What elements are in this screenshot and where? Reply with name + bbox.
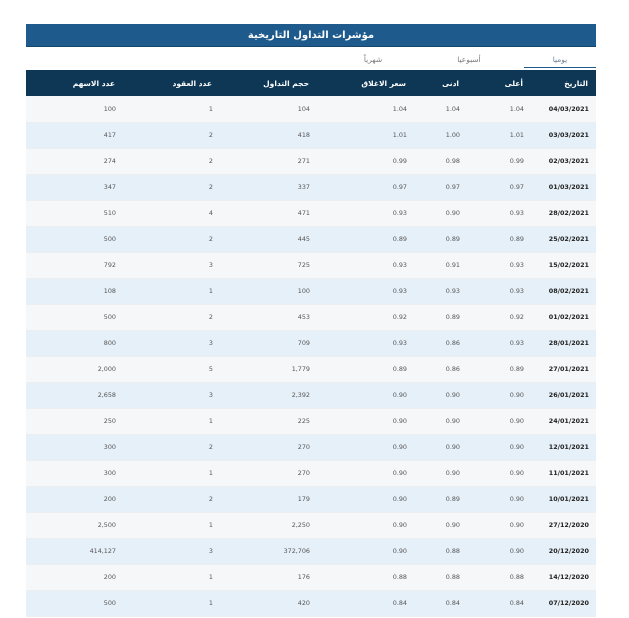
cell-low: 0.90: [445, 443, 460, 451]
table-row: [26, 460, 596, 486]
cell-date: 20/12/2020: [548, 547, 589, 555]
cell-low: 0.89: [445, 313, 460, 321]
cell-low: 0.98: [445, 157, 460, 165]
header-contracts: عدد العقود: [172, 78, 212, 88]
header-date: التاريخ: [564, 78, 588, 88]
cell-volume: 271: [297, 157, 310, 165]
cell-contracts: 3: [208, 261, 213, 269]
cell-date: 14/12/2020: [548, 573, 589, 581]
cell-high: 0.97: [509, 183, 524, 191]
cell-high: 0.90: [509, 547, 524, 555]
cell-date: 04/03/2021: [548, 104, 589, 113]
cell-shares: 800: [103, 339, 116, 347]
cell-volume: 725: [297, 261, 310, 269]
cell-contracts: 5: [208, 365, 213, 373]
cell-low: 0.84: [445, 599, 460, 607]
cell-date: 01/02/2021: [548, 313, 589, 321]
cell-high: 0.84: [509, 599, 524, 607]
tab-monthly[interactable]: شهرياً: [363, 55, 383, 64]
table-row: [26, 122, 596, 148]
table-row: [26, 330, 596, 356]
cell-contracts: 1: [208, 521, 213, 529]
table-row: [26, 538, 596, 564]
cell-contracts: 2: [208, 443, 213, 451]
cell-close: 0.99: [392, 157, 407, 165]
cell-volume: 420: [297, 599, 310, 607]
cell-shares: 500: [103, 599, 116, 607]
cell-contracts: 2: [208, 157, 213, 165]
table-row: [26, 148, 596, 174]
cell-contracts: 1: [208, 104, 213, 113]
table-row: [26, 226, 596, 252]
cell-close: 0.97: [392, 183, 407, 191]
cell-date: 11/01/2021: [548, 469, 589, 477]
trading-table: [26, 70, 596, 617]
cell-date: 27/01/2021: [548, 365, 589, 373]
cell-close: 0.93: [392, 209, 407, 217]
cell-high: 0.89: [509, 235, 524, 243]
tab-weekly[interactable]: أسبوعيا: [457, 55, 481, 64]
cell-date: 12/01/2021: [548, 443, 589, 451]
table-row: [26, 512, 596, 538]
header-high: أعلى: [504, 78, 523, 88]
table-row: [26, 356, 596, 382]
cell-shares: 300: [103, 443, 116, 451]
cell-high: 0.90: [509, 443, 524, 451]
cell-high: 0.89: [509, 365, 524, 373]
header-volume: حجم التداول: [263, 78, 309, 88]
cell-contracts: 3: [208, 547, 213, 555]
cell-shares: 274: [103, 157, 116, 165]
cell-close: 0.90: [392, 495, 407, 503]
cell-shares: 500: [103, 235, 116, 243]
cell-high: 0.88: [509, 573, 524, 581]
cell-volume: 270: [297, 443, 310, 451]
cell-contracts: 1: [208, 573, 213, 581]
cell-date: 15/02/2021: [548, 261, 589, 269]
cell-date: 02/03/2021: [548, 157, 589, 165]
table-row: [26, 278, 596, 304]
cell-high: 0.99: [509, 157, 524, 165]
cell-volume: 179: [297, 495, 310, 503]
table-row: [26, 590, 596, 616]
cell-high: 0.93: [509, 261, 524, 269]
cell-low: 0.89: [445, 235, 460, 243]
cell-close: 0.84: [392, 599, 407, 607]
cell-low: 0.93: [445, 287, 460, 295]
table-row: [26, 408, 596, 434]
cell-date: 28/01/2021: [548, 339, 589, 347]
cell-date: 07/12/2020: [548, 599, 589, 607]
cell-low: 0.90: [445, 521, 460, 529]
cell-low: 0.91: [445, 261, 460, 269]
cell-high: 0.93: [509, 209, 524, 217]
cell-shares: 417: [103, 131, 116, 139]
cell-date: 24/01/2021: [548, 417, 589, 425]
cell-high: 0.90: [509, 391, 524, 399]
table-row: [26, 96, 596, 122]
table-row: [26, 304, 596, 330]
historical-trading-panel: [26, 24, 596, 617]
cell-volume: 418: [297, 131, 310, 139]
cell-close: 1.04: [392, 104, 407, 113]
cell-date: 25/02/2021: [548, 235, 589, 243]
cell-shares: 108: [103, 287, 116, 295]
cell-volume: 453: [297, 313, 310, 321]
cell-shares: 414,127: [89, 547, 116, 555]
table-row: [26, 174, 596, 200]
cell-shares: 2,500: [97, 521, 116, 529]
table-row: [26, 564, 596, 590]
cell-date: 10/01/2021: [548, 495, 589, 503]
cell-low: 0.86: [445, 365, 460, 373]
tab-daily[interactable]: يوميا: [524, 52, 596, 68]
cell-volume: 471: [297, 209, 310, 217]
cell-close: 0.89: [392, 235, 407, 243]
cell-high: 0.90: [509, 495, 524, 503]
cell-low: 0.88: [445, 573, 460, 581]
cell-high: 1.01: [509, 131, 524, 139]
cell-low: 0.90: [445, 391, 460, 399]
table-header-row: [26, 70, 596, 96]
cell-date: 08/02/2021: [548, 287, 589, 295]
cell-volume: 100: [297, 287, 310, 295]
cell-high: 0.93: [509, 339, 524, 347]
cell-contracts: 2: [208, 131, 213, 139]
cell-contracts: 2: [208, 495, 213, 503]
cell-shares: 2,000: [97, 365, 116, 373]
cell-volume: 709: [297, 339, 310, 347]
cell-high: 0.90: [509, 417, 524, 425]
cell-volume: 445: [297, 235, 310, 243]
cell-low: 0.89: [445, 495, 460, 503]
cell-close: 0.90: [392, 443, 407, 451]
cell-volume: 1,779: [291, 365, 310, 373]
cell-date: 28/02/2021: [548, 209, 589, 217]
cell-high: 0.90: [509, 469, 524, 477]
table-row: [26, 252, 596, 278]
cell-contracts: 2: [208, 313, 213, 321]
cell-contracts: 1: [208, 287, 213, 295]
cell-close: 0.90: [392, 547, 407, 555]
cell-contracts: 2: [208, 183, 213, 191]
cell-contracts: 1: [208, 599, 213, 607]
period-tabs: [26, 52, 596, 70]
table-body: [26, 96, 596, 616]
cell-contracts: 3: [208, 391, 213, 399]
header-shares: عدد الاسهم: [72, 78, 115, 88]
cell-high: 0.92: [509, 313, 524, 321]
cell-date: 27/12/2020: [548, 521, 589, 529]
cell-shares: 500: [103, 313, 116, 321]
cell-volume: 104: [297, 104, 310, 113]
header-close: سعر الاغلاق: [361, 78, 406, 88]
cell-contracts: 1: [208, 417, 213, 425]
cell-low: 0.90: [445, 417, 460, 425]
cell-close: 0.90: [392, 521, 407, 529]
table-row: [26, 382, 596, 408]
cell-close: 0.90: [392, 417, 407, 425]
cell-low: 1.00: [445, 131, 460, 139]
header-low: ادنى: [442, 78, 459, 88]
cell-close: 0.93: [392, 261, 407, 269]
cell-volume: 372,706: [283, 547, 310, 555]
table-row: [26, 486, 596, 512]
cell-shares: 200: [103, 495, 116, 503]
cell-shares: 300: [103, 469, 116, 477]
cell-low: 0.88: [445, 547, 460, 555]
cell-volume: 225: [297, 417, 310, 425]
panel-title: مؤشرات التداول التاريخية: [26, 24, 596, 47]
cell-date: 03/03/2021: [548, 131, 589, 139]
cell-shares: 250: [103, 417, 116, 425]
cell-high: 0.93: [509, 287, 524, 295]
cell-shares: 2,658: [97, 391, 116, 399]
cell-high: 1.04: [509, 104, 524, 113]
cell-contracts: 1: [208, 469, 213, 477]
cell-contracts: 3: [208, 339, 213, 347]
cell-close: 0.88: [392, 573, 407, 581]
cell-close: 0.93: [392, 339, 407, 347]
cell-date: 26/01/2021: [548, 391, 589, 399]
cell-close: 0.92: [392, 313, 407, 321]
cell-low: 0.90: [445, 209, 460, 217]
cell-low: 0.86: [445, 339, 460, 347]
cell-volume: 337: [297, 183, 310, 191]
cell-contracts: 2: [208, 235, 213, 243]
cell-contracts: 4: [208, 209, 213, 217]
cell-close: 0.90: [392, 469, 407, 477]
cell-volume: 270: [297, 469, 310, 477]
cell-close: 1.01: [392, 131, 407, 139]
cell-volume: 2,392: [291, 391, 310, 399]
table-row: [26, 200, 596, 226]
cell-close: 0.89: [392, 365, 407, 373]
cell-low: 1.04: [445, 104, 460, 113]
cell-close: 0.90: [392, 391, 407, 399]
cell-low: 0.97: [445, 183, 460, 191]
cell-low: 0.90: [445, 469, 460, 477]
cell-volume: 2,250: [291, 521, 310, 529]
table-row: [26, 434, 596, 460]
cell-shares: 200: [103, 573, 116, 581]
cell-volume: 176: [297, 573, 310, 581]
cell-shares: 347: [103, 183, 116, 191]
cell-shares: 510: [103, 209, 116, 217]
cell-shares: 100: [103, 104, 116, 113]
cell-high: 0.90: [509, 521, 524, 529]
cell-shares: 792: [103, 261, 116, 269]
cell-date: 01/03/2021: [548, 183, 589, 191]
cell-close: 0.93: [392, 287, 407, 295]
